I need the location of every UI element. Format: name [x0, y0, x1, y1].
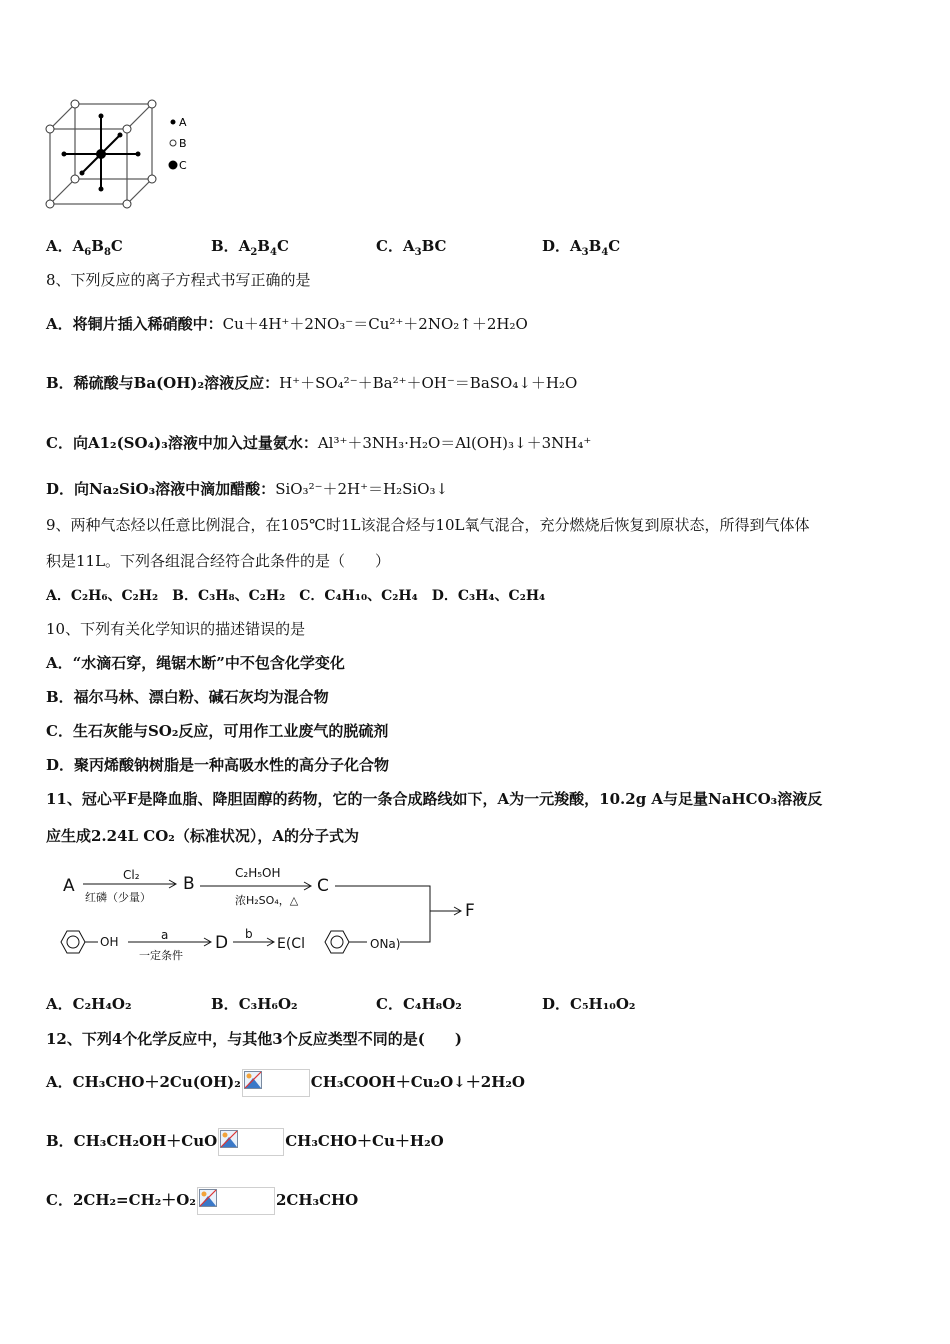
- q10-option-a[interactable]: A．“水滴石穿，绳锯木断”中不包含化学变化: [46, 654, 345, 672]
- q12-stem: 12、下列4个化学反应中，与其他3个反应类型不同的是( ): [46, 1030, 462, 1048]
- scheme-oh: OH: [100, 935, 119, 949]
- q7-option-b[interactable]: B．$A_2B_4C$: [211, 237, 289, 258]
- q12-option-a[interactable]: A．CH₃CHO＋2Cu(OH)₂ CH₃COOH＋Cu₂O↓＋2H₂O: [46, 1062, 525, 1102]
- broken-image-placeholder: [197, 1187, 275, 1215]
- q9-stem-line1: 9、两种气态烃以任意比例混合，在105℃时1L该混合烃与10L氧气混合，充分燃烧后恢复到原状态，所得到气体体: [46, 516, 810, 534]
- q10-stem: 10、下列有关化学知识的描述错误的是: [46, 620, 306, 638]
- q11-option-a[interactable]: A．C₂H₄O₂: [46, 995, 132, 1013]
- q7-option-d[interactable]: D．$A_3B_4C$: [542, 237, 621, 258]
- scheme-ona: ONa): [370, 937, 401, 951]
- scheme-red-p: 红磷（少量）: [85, 891, 151, 904]
- scheme-c: C: [317, 876, 329, 896]
- legend-c: C: [179, 159, 187, 172]
- q11-option-d[interactable]: D．C₅H₁₀O₂: [542, 995, 636, 1013]
- q7-option-c[interactable]: C．$A_3BC$: [376, 237, 447, 258]
- q8-option-a[interactable]: A．将铜片插入稀硝酸中：Cu＋4H⁺＋2NO₃⁻＝Cu²⁺＋2NO₂↑＋2H₂O: [46, 315, 528, 333]
- q9-options[interactable]: A．C₂H₆、C₂H₂ B．C₃H₈、C₂H₂ C．C₄H₁₀、C₂H₄ D．C₃H₄、C₂H₄: [46, 588, 546, 604]
- scheme-a: A: [63, 876, 75, 896]
- image-icon: [199, 1189, 217, 1207]
- scheme-cl2: Cl₂: [123, 868, 140, 882]
- legend-b: B: [179, 137, 187, 150]
- synthesis-scheme: [55, 856, 495, 976]
- q11-option-b[interactable]: B．C₃H₆O₂: [211, 995, 298, 1013]
- scheme-a-label: a: [161, 928, 169, 942]
- scheme-e-prefix: E(Cl: [277, 936, 305, 952]
- scheme-b-label: b: [245, 927, 253, 941]
- q8-option-b[interactable]: B．稀硫酸与Ba(OH)₂溶液反应：H⁺＋SO₄²⁻＋Ba²⁺＋OH⁻＝BaSO₄↓＋H₂O: [46, 374, 578, 392]
- scheme-c2h5oh: C₂H₅OH: [235, 866, 281, 880]
- broken-image-placeholder: [218, 1128, 284, 1156]
- scheme-f: F: [465, 901, 475, 921]
- q11-option-c[interactable]: C．C₄H₈O₂: [376, 995, 462, 1013]
- q10-option-d[interactable]: D．聚丙烯酸钠树脂是一种高吸水性的高分子化合物: [46, 756, 390, 774]
- legend-a: A: [179, 116, 187, 129]
- q10-option-c[interactable]: C．生石灰能与SO₂反应，可用作工业废气的脱硫剂: [46, 722, 389, 740]
- q9-stem-line2: 积是11L。下列各组混合经符合此条件的是（ ）: [46, 552, 391, 570]
- q7-option-a[interactable]: A．$A_6B_8C$: [46, 237, 123, 258]
- scheme-d: D: [215, 933, 229, 953]
- broken-image-placeholder: [242, 1069, 310, 1097]
- q12-option-c[interactable]: C．2CH₂=CH₂＋O₂ 2CH₃CHO: [46, 1180, 358, 1220]
- image-icon: [244, 1071, 262, 1089]
- crystal-cube-figure: [40, 96, 200, 211]
- q11-stem-line2: 应生成2.24L CO₂（标准状况），A的分子式为: [46, 827, 360, 845]
- image-icon: [220, 1130, 238, 1148]
- q12-option-b[interactable]: B．CH₃CH₂OH＋CuO CH₃CHO＋Cu＋H₂O: [46, 1121, 444, 1161]
- scheme-h2so4: 浓H₂SO₄，△: [235, 894, 299, 907]
- q8-option-d[interactable]: D．向Na₂SiO₃溶液中滴加醋酸：SiO₃²⁻＋2H⁺＝H₂SiO₃↓: [46, 480, 449, 498]
- q8-option-c[interactable]: C．向A1₂(SO₄)₃溶液中加入过量氨水：Al³⁺＋3NH₃·H₂O＝Al(OH)₃↓＋3NH₄⁺: [46, 434, 592, 452]
- q8-stem: 8、下列反应的离子方程式书写正确的是: [46, 271, 311, 289]
- scheme-a-cond: 一定条件: [139, 949, 183, 962]
- q11-stem-line1: 11、冠心平F是降血脂、降胆固醇的药物，它的一条合成路线如下，A为一元羧酸，10.2g A与足量NaHCO₃溶液反: [46, 790, 823, 808]
- scheme-b: B: [183, 874, 195, 894]
- q10-option-b[interactable]: B．福尔马林、漂白粉、碱石灰均为混合物: [46, 688, 329, 706]
